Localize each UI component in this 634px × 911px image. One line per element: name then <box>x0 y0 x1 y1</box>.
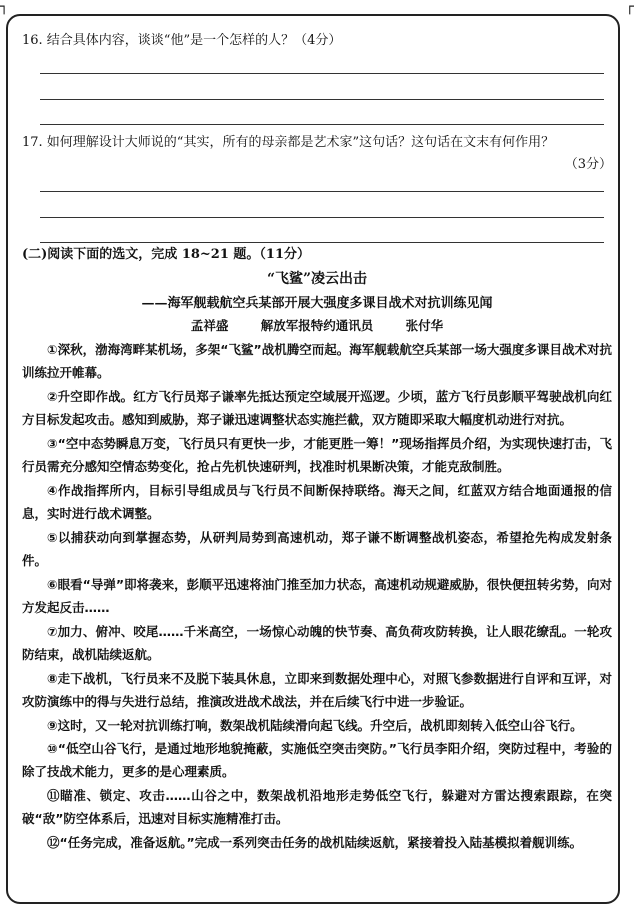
question-16: 16. 结合具体内容，谈谈“他”是一个怎样的人？（4分） <box>22 33 342 48</box>
question-17 <box>22 132 612 176</box>
answer-line[interactable] <box>40 242 604 243</box>
paragraph: ⑥眼看“导弹”即将袭来，彭顺平迅速将油门推至加力状态，高速机动规避威胁，很快便扭转劣势，向对方发起反击…… <box>22 577 612 616</box>
paragraph: ⑫“任务完成，准备返航。”完成一系列突击任务的战机陆续返航，紧接着投入陆基模拟着舰训练。 <box>47 835 583 850</box>
author-name: 孟祥盛 <box>190 318 229 333</box>
author-title: 解放军报特约通讯员 <box>260 318 374 333</box>
article-byline <box>0 316 634 334</box>
paragraph: ①深秋，渤海湾畔某机场，多架“飞鲨”战机腾空而起。海军舰载航空兵某部一场大强度多课目战术对抗训练拉开帷幕。 <box>22 342 612 381</box>
paragraph: ⑦加力、俯冲、咬尾……千米高空，一场惊心动魄的快节奏、高负荷攻防转换，让人眼花缭乱。一轮攻防结束，战机陆续返航。 <box>22 624 612 663</box>
paragraph: ⑩“低空山谷飞行，是通过地形地貌掩蔽，实施低空突击突防。”飞行员李阳介绍，突防过程中，考验的除了技战术能力，更多的是心理素质。 <box>22 741 612 780</box>
paragraph: ⑤以捕获动向到掌握态势，从研判局势到高速机动，郑子谦不断调整战机姿态，希望抢先构成发射条件。 <box>22 530 612 569</box>
crop-mark-top-right: ┌ <box>625 0 634 15</box>
paragraph: ⑪瞄准、锁定、攻击……山谷之中，数架战机沿地形走势低空飞行，躲避对方雷达搜索跟踪，在突破“敌”防空体系后，迅速对目标实施精准打击。 <box>22 788 612 827</box>
crop-mark-top-left: ┐ <box>0 0 9 15</box>
section-heading: (二)阅读下面的选文，完成 18~21 题。（11分） <box>22 247 311 262</box>
answer-line[interactable] <box>40 124 604 125</box>
answer-line[interactable] <box>40 217 604 218</box>
paragraph: ③“空中态势瞬息万变，飞行员只有更快一步，才能更胜一筹！”现场指挥员介绍，为实现快速打击，飞行员需充分感知空情态势变化，抢占先机快速研判，找准时机果断决策，才能克敌制胜。 <box>22 436 612 475</box>
article-title: “飞鲨”凌云出击 <box>266 271 368 287</box>
answer-line[interactable] <box>40 73 604 74</box>
paragraph: ②升空即作战。红方飞行员郑子谦率先抵达预定空域展开巡逻。少顷，蓝方飞行员彭顺平驾驶战机向红方目标发起攻击。感知到威胁，郑子谦迅速调整状态实施拦截，双方随即采取大幅度机动进行对抗。 <box>22 389 612 428</box>
article-subtitle: ——海军舰载航空兵某部开展大强度多课目战术对抗训练见闻 <box>141 296 493 311</box>
paragraph: ④作战指挥所内，目标引导组成员与飞行员不间断保持联络。海天之间，红蓝双方结合地面通报的信息，实时进行战术调整。 <box>22 483 612 522</box>
question-17-text: 17. 如何理解设计大师说的“其实，所有的母亲都是艺术家”这句话？这句话在文末有何作用？ <box>22 135 555 150</box>
answer-line[interactable] <box>40 99 604 100</box>
author-name: 张付华 <box>405 318 444 333</box>
answer-line[interactable] <box>40 191 604 192</box>
question-17-score: （3分） <box>564 157 612 172</box>
paragraph: ⑧走下战机，飞行员来不及脱下装具休息，立即来到数据处理中心，对照飞参数据进行自评和互评，对攻防演练中的得与失进行总结，推演改进战术战法，并在后续飞行中进一步验证。 <box>22 671 612 710</box>
paragraph: ⑨这时，又一轮对抗训练打响，数架战机陆续滑向起飞线。升空后，战机即刻转入低空山谷飞行。 <box>47 718 583 733</box>
